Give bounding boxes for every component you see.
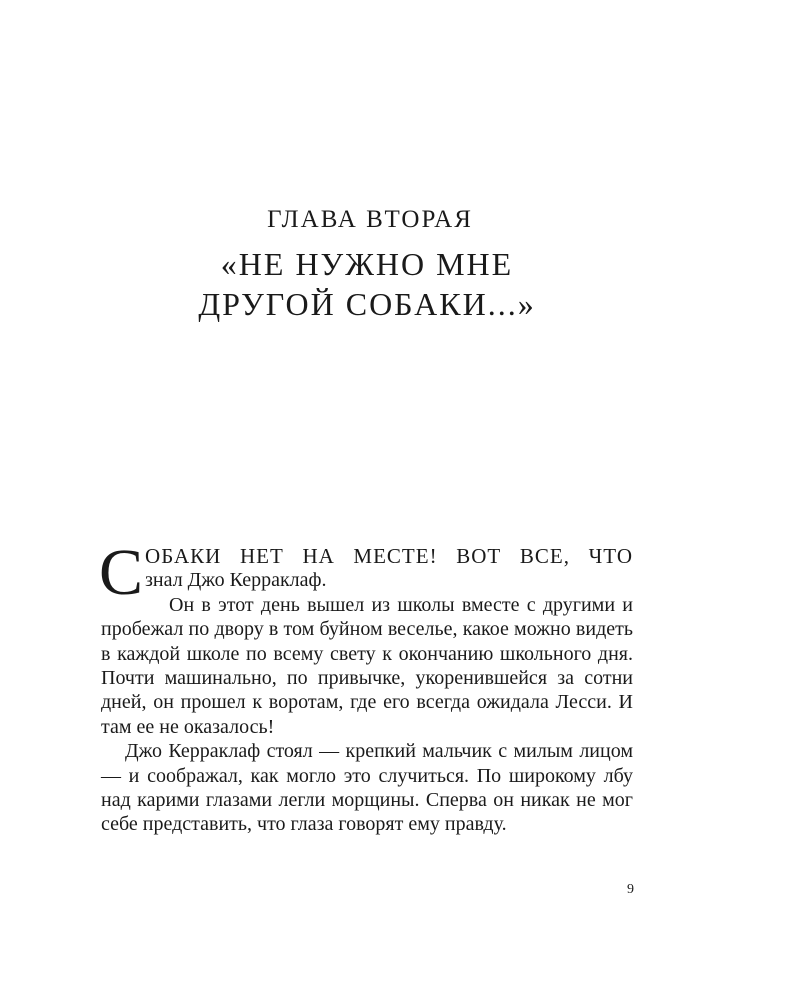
paragraph-2: Он в этот день вышел из школы вместе с другими и пробежал по двору в том буйном веселье, какое можно видеть в каждой школе по всему свету к окончанию школьного дня. Почти машинально, по привычке, укоренившейся за сотни дней, он прошел к воротам, где его всегда ожидала Лесси. И там ее не оказалось! <box>101 593 633 738</box>
paragraph-1-rest: знал Джо Керраклаф. <box>145 569 327 592</box>
chapter-title-line-1: «НЕ НУЖНО МНЕ <box>220 246 514 282</box>
chapter-label: ГЛАВА ВТОРАЯ <box>267 206 473 233</box>
lead-caps: ОБАКИ НЕТ НА МЕСТЕ! ВОТ ВСЕ, ЧТО <box>145 544 633 568</box>
page-number: 9 <box>627 882 634 897</box>
chapter-body <box>101 526 633 837</box>
drop-cap: С <box>99 536 144 609</box>
chapter-title-line-2: ДРУГОЙ СОБАКИ...» <box>198 286 536 322</box>
chapter-title <box>0 244 734 324</box>
paragraph-3: Джо Керраклаф стоял — крепкий мальчик с милым лицом — и соображал, как могло это случиться. По широкому лбу над карими глазами легли морщины. Сперва он никак не мог себе представить, что глаза говорят ему правду. <box>101 740 633 836</box>
paragraph-1 <box>99 536 633 609</box>
